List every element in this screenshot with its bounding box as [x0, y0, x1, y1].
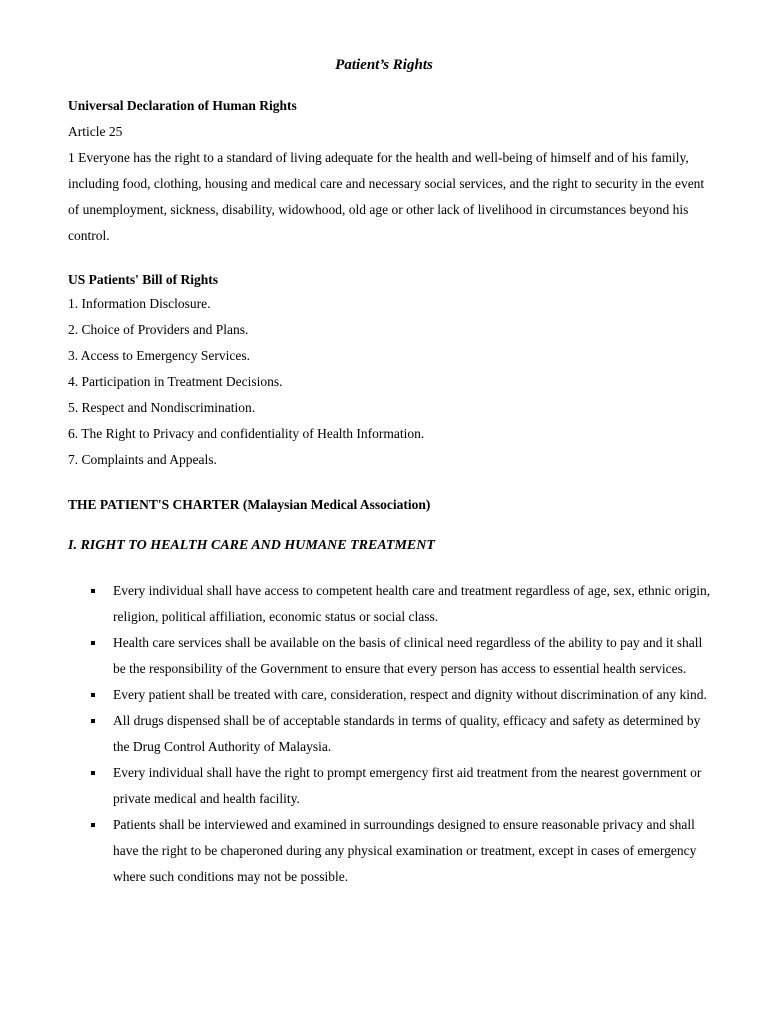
bullet-text: Every individual shall have access to competent health care and treatment regardless of age, sex, ethnic origin, religion, political affiliation, economic status or social class.	[113, 583, 711, 624]
udhr-article: Article 25	[68, 124, 123, 139]
list-item: 7. Complaints and Appeals.	[68, 452, 217, 467]
charter-section-title: I. RIGHT TO HEALTH CARE AND HUMANE TREATMENT	[68, 538, 435, 553]
udhr-heading: Universal Declaration of Human Rights	[68, 98, 297, 113]
bullet-text: Every patient shall be treated with care, consideration, respect and dignity without discrimination of any kind.	[113, 687, 707, 702]
list-item: 5. Respect and Nondiscrimination.	[68, 400, 256, 415]
page-title: Patient’s Rights	[335, 57, 433, 73]
list-item	[0, 760, 713, 812]
bullet-text: All drugs dispensed shall be of acceptable standards in terms of quality, efficacy and safety as determined by the Drug Control Authority of Malaysia.	[113, 713, 701, 754]
list-item	[0, 630, 713, 682]
list-item: 1. Information Disclosure.	[68, 296, 211, 311]
list-item	[0, 578, 713, 630]
charter-bullet-list	[0, 578, 768, 890]
bullet-icon	[91, 771, 95, 775]
list-item	[0, 708, 713, 760]
list-item: 6. The Right to Privacy and confidentiality of Health Information.	[68, 426, 425, 441]
bullet-icon	[91, 589, 95, 593]
bullet-text: Health care services shall be available on the basis of clinical need regardless of the ability to pay and it shall be the responsibility of the Government to ensure that every person has access to essential health services.	[113, 635, 703, 676]
udhr-article-text: 1 Everyone has the right to a standard of living adequate for the health and well-being of himself and of his family, including food, clothing, housing and medical care and necessary social services, and the right to security in the event of unemployment, sickness, disability, widowhood, old age or other lack of livelihood in circumstances beyond his control.	[68, 150, 705, 243]
list-item	[0, 682, 713, 708]
bullet-icon	[91, 693, 95, 697]
list-item: 4. Participation in Treatment Decisions.	[68, 374, 283, 389]
bullet-icon	[91, 641, 95, 645]
charter-heading: THE PATIENT'S CHARTER (Malaysian Medical Association)	[68, 497, 431, 512]
us-bill-list	[68, 291, 424, 473]
list-item: 3. Access to Emergency Services.	[68, 348, 250, 363]
list-item: 2. Choice of Providers and Plans.	[68, 322, 249, 337]
us-bill-heading: US Patients' Bill of Rights	[68, 272, 219, 287]
bullet-text: Patients shall be interviewed and examined in surroundings designed to ensure reasonable privacy and shall have the right to be chaperoned during any physical examination or treatment, except in cases of emergency where such conditions may not be possible.	[113, 817, 697, 884]
bullet-text: Every individual shall have the right to prompt emergency first aid treatment from the nearest government or private medical and health facility.	[113, 765, 702, 806]
bullet-icon	[91, 719, 95, 723]
bullet-icon	[91, 823, 95, 827]
list-item	[0, 812, 713, 890]
